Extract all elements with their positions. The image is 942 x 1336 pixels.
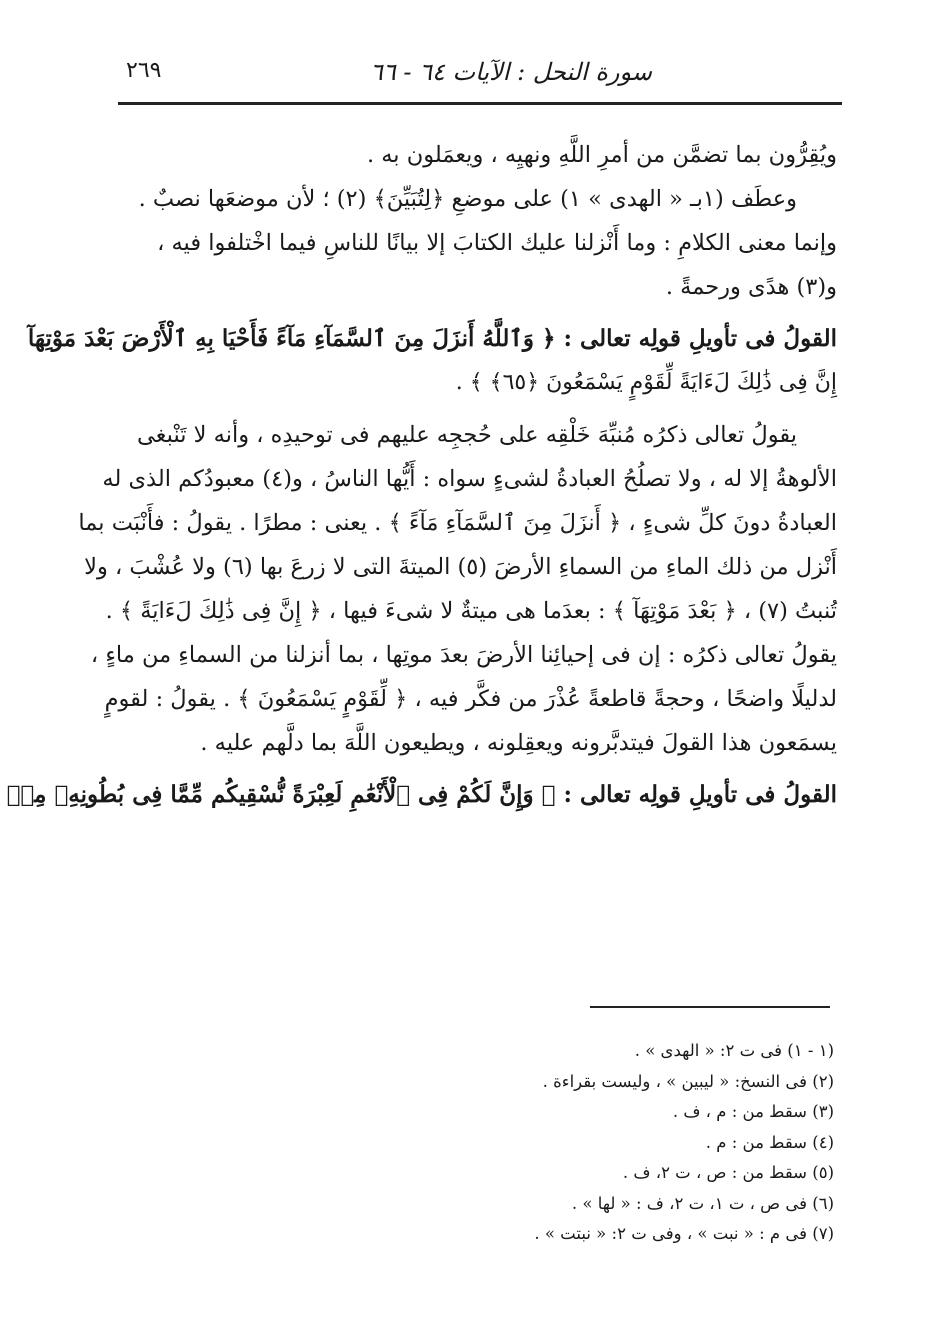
footnotes — [118, 1036, 834, 1250]
text-line: أَنْزل من ذلك الماءِ من السماءِ الأرضَ (٥) الميتةَ التى لا زرعَ بها (٦) ولا عُشْبَ ، ولا — [84, 554, 837, 580]
surah-title: سورة النحل : الآيات ٦٤ - ٦٦ — [369, 58, 652, 86]
footnote: (٧) فى م : « نبت » ، وفى ت ٢: « نبتت » . — [534, 1224, 834, 1243]
footnote: (٦) فى ص ، ت ١، ت ٢، ف : « لها » . — [571, 1193, 834, 1213]
text-line: ويُقِرُّون بما تضمَّن من أمرِ اللَّهِ ونهيِه ، ويعمَلون به . — [366, 142, 837, 168]
text-line: الألوهةُ إلا له ، ولا تصلُحُ العبادةُ لشىءٍ سواه : أَيُّها الناسُ ، و(٤) معبودُكم الذى له — [102, 466, 837, 492]
header-rule — [118, 102, 842, 105]
text-line: يقولُ تعالى ذكرُه مُنبِّهَ خَلْقِه على حُججِه عليهم فى توحيدِه ، وأنه لا تَنْبغى — [137, 422, 797, 448]
footnote: (٤) سقط من : م . — [705, 1132, 834, 1152]
text-line: وإنما معنى الكلامِ : وما أَنْزلنا عليك الكتابَ إلا بيانًا للناسِ فيما اخْتلفوا فيه ، — [157, 230, 837, 256]
footnote: (١ - ١) فى ت ٢: « الهدى » . — [634, 1041, 834, 1060]
text-line: تُنبتُ (٧) ، ﴿ بَعْدَ مَوْتِهَآ ﴾ : بعدَما هى ميتةٌ لا شىءَ فيها ، ﴿ إِنَّ فِى ذَٰلِكَ لَءَايَةً ﴾ . — [105, 598, 837, 624]
text-line: و(٣) هدًى ورحمةً . — [665, 274, 837, 300]
footnote-rule — [590, 1006, 830, 1008]
text-line: يسمَعون هذا القولَ فيتدبَّرونه ويعقِلونه ، ويطيعون اللَّهَ بما دلَّهم عليه . — [200, 730, 837, 756]
page-number: ٢٦٩ — [126, 58, 162, 83]
text-line: وعطَف (١بـ « الهدى » ١) على موضعِ ﴿لِتُبَيِّنَ﴾ (٢) ؛ لأن موضعَها نصبٌ . — [138, 186, 797, 212]
heading-line: القولُ فى تأويلِ قولِه تعالى : ﴿ وَٱللَّهُ أَنزَلَ مِنَ ٱلسَّمَآءِ مَآءً فَأَحْيَا بِهِ ٱلْأَرْضَ بَعْدَ مَوْتِهَآ — [27, 325, 837, 352]
footnote: (٢) فى النسخ: « ليبين » ، وليست بقراءة . — [542, 1071, 834, 1091]
footnote: (٥) سقط من : ص ، ت ٢، ف . — [622, 1163, 834, 1182]
main-text — [6, 140, 837, 810]
heading-line: القولُ فى تأويلِ قولِه تعالى : ﴿ وَإِنَّ لَكُمْ فِى ٱلْأَنْعَٰمِ لَعِبْرَةً نُّسْقِيكُم مِّمَّا فِى بُطُونِهِۦ مِنۢ — [6, 781, 837, 808]
text-line: لدليلًا واضحًا ، وحجةً قاطعةً عُذْرَ من فكَّر فيه ، ﴿ لِّقَوْمٍ يَسْمَعُونَ ﴾ . يقولُ : لقومٍ — [104, 686, 837, 712]
text-line: العبادةُ دونَ كلِّ شىءٍ ، ﴿ أَنزَلَ مِنَ ٱلسَّمَآءِ مَآءً ﴾ . يعنى : مطرًا . يقولُ : فأَنْبَت بما — [78, 510, 837, 536]
text-line: يقولُ تعالى ذكرُه : إن فى إحيائِنا الأرضَ بعدَ موتِها ، بما أنزلنا من السماءِ من ماءٍ ، — [90, 642, 837, 668]
verse-line: إِنَّ فِى ذَٰلِكَ لَءَايَةً لِّقَوْمٍ يَسْمَعُونَ ﴿٦٥﴾ ﴾ . — [455, 370, 837, 395]
running-header — [120, 52, 842, 96]
footnote: (٣) سقط من : م ، ف . — [672, 1102, 834, 1121]
